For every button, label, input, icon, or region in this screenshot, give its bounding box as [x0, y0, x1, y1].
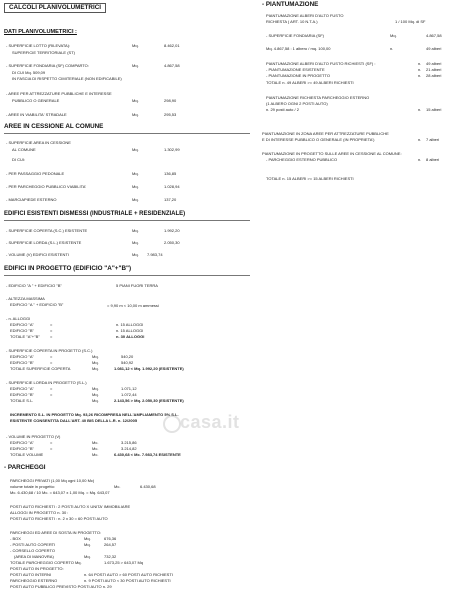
alloggi-tot-label: TOTALE "A"+"B" [10, 334, 40, 339]
alloggi-a-val: n. 15 ALLOGGI [116, 322, 144, 327]
vol-a-eq: = [50, 440, 53, 445]
p9-val: 7 alberi [426, 137, 440, 142]
coperta-label: - SUPERFICIE COPERTA (S.C.) ESISTENTE [6, 228, 88, 233]
p7-total: TOTALE n. 49 ALBERI >= 49 ALBERI RICHIESTI [266, 80, 354, 85]
vol-a-unit: Mc. [92, 440, 99, 445]
vol-a-label: EDIFICIO "A" [10, 440, 34, 445]
alloggi-a-label: EDIFICIO "A" [10, 322, 34, 327]
vol-b-eq: = [50, 446, 53, 451]
p1-line1: PIANTUMAZIONE ALBERI D'ALTO FUSTO [266, 13, 344, 18]
vol-b-val: 3.214,82 [121, 446, 137, 451]
pk-line7: PARCHEGGI ED AREE DI SOSTA IN PROGETTO: [10, 530, 102, 535]
pedonale-unit: Mq. [132, 171, 139, 176]
sl-a-label: EDIFICIO "A" [10, 386, 34, 391]
pk-pubblico: POSTI AUTO PUBBLICO PREVISTO POSTI AUTO n. 29 [10, 584, 112, 589]
pk-line5: ALLOGGI IN PROGETTO n. 30 : [10, 510, 69, 515]
pk-line2-label: volume totale in progetto: [10, 484, 55, 489]
sl-tot-unit: Mq. [92, 398, 99, 403]
altezza-val: = 9,90 m < 10,00 m ammessi [107, 303, 159, 308]
sc-tot-unit: Mq. [92, 366, 99, 371]
pk-esterni-val: n. 9 POSTI AUTO < 30 POSTI AUTO RICHIESTI [84, 578, 171, 583]
lorda-value: 2.050,30 [164, 240, 180, 245]
sl-b-val: 1.072,44 [121, 392, 137, 397]
alloggi-label: - n. ALLOGGI [6, 316, 31, 321]
p8-unit: n. [418, 107, 422, 112]
watermark-icon [163, 415, 181, 433]
alloggi-tot-val: n. 30 ALLOGGI [116, 334, 145, 339]
p8-line3: n. 29 posti auto / 2 [266, 107, 299, 112]
vol-tot-unit: Mc. [92, 452, 99, 457]
pk-posti-unit: Mq. [84, 542, 91, 547]
viabilita-value: 295,53 [164, 112, 177, 117]
parcheggio-label: - PER PARCHEGGIO PUBBLICO VIABILITA' [6, 184, 87, 189]
pedonale-label: - PER PASSAGGIO PEDONALE [6, 171, 65, 176]
p6-unit: n. [418, 73, 422, 78]
pk-corsello-1: - CORSELLO COPERTO [10, 548, 55, 553]
p5-label: - PIANTUMAZIONE ESISTENTE [266, 67, 325, 72]
pk-box-unit: Mq. [84, 536, 91, 541]
vol-tot-val: 6.430,68 < Mc. 7.983,74 ESISTENTE [114, 452, 181, 457]
p6-val: 28 alberi [426, 73, 442, 78]
vol-prog-label: - VOLUME IN PROGETTO (V) [6, 434, 61, 439]
pk-posti-label: - POSTI AUTO COPERTI [10, 542, 56, 547]
p11-total: TOTALE n. 15 ALBERI >= 15 ALBERI RICHIESTI [266, 176, 354, 181]
edificio-val: 5 PIANI FUORI TERRA [116, 283, 158, 288]
alloggi-a-eq: = [50, 322, 53, 327]
volume-label: - VOLUME (V) EDIFICI ESISTENTI [6, 252, 69, 257]
pk-box-label: - BOX [10, 536, 21, 541]
sl-b-eq: = [50, 392, 53, 397]
p4-unit: n. [418, 61, 422, 66]
marciapiede-value: 137,20 [164, 197, 177, 202]
p9-line1: PIANTUMAZIONE IN ZONA AREE PER ATTREZZATURE PUBBLICHE [262, 131, 389, 136]
alloggi-tot-eq: = [50, 334, 53, 339]
alloggi-b-label: EDIFICIO "B" [10, 328, 34, 333]
altezza-label: - ALTEZZA MASSIMA [6, 296, 45, 301]
p3-val: 49 alberi [426, 46, 442, 51]
divider [4, 220, 250, 221]
p8-val: 15 alberi [426, 107, 442, 112]
sl-prog-label: - SUPERFICIE LORDA IN PROGETTO (S.L.) [6, 380, 87, 385]
p2-label: - SUPERFICIE FONDIARIA (SF) [266, 33, 325, 38]
page-title: CALCOLI PLANIVOLUMETRICI [4, 3, 106, 13]
cess-unit: Mq. [132, 147, 139, 152]
aree-att-label1: - AREE PER ATTREZZATURE PUBBLICHE E INTERESSE [6, 91, 112, 96]
pk-esterni-label: PARCHEGGIO ESTERNO [10, 578, 58, 583]
edificio-line: - EDIFICIO "A " + EDIFICIO "B" [6, 283, 62, 288]
p9-line2: E DI INTERESSE PUBBLICO O GENERALE (IN PROPRIETA') [262, 137, 375, 142]
vol-b-label: EDIFICIO "B" [10, 446, 34, 451]
p5-unit: n. [418, 67, 422, 72]
pk-tot-val: 1.673,25 > 643,07 Mq [104, 560, 144, 565]
cess-label2: AL COMUNE [12, 147, 36, 152]
pk-box-val: 676,36 [104, 536, 117, 541]
pk-interni-label: POSTI AUTO INTERNI [10, 572, 52, 577]
pk-line6: POSTI AUTO RICHIESTI : n. 2 x 30 = 60 POSTI AUTO [10, 516, 108, 521]
volume-unit: Mq. [132, 252, 139, 257]
p3-unit: n. [390, 46, 394, 51]
volume-value: 7.983,74 [147, 252, 163, 257]
sc-a-label: EDIFICIO "A" [10, 354, 34, 359]
sl-b-unit: Mq. [92, 392, 99, 397]
pk-tot-label: TOTALE PARCHEGGIO COPERTO Mq. [10, 560, 82, 565]
fondiaria-sub2: IN FASCIA DI RISPETTO CIMITERIALE (NON EDIFICABILE) [12, 76, 122, 81]
di-cui: DI CUI: [12, 157, 26, 162]
p10-line1: PIANTUMAZIONE IN PROGETTO SULLE AREE IN CESSIONE AL COMUNE: [262, 151, 402, 156]
lorda-unit: Mq. [132, 240, 139, 245]
coperta-value: 1.992,20 [164, 228, 180, 233]
marciapiede-label: - MARCIAPIEDE ESTERNO [6, 197, 57, 202]
alloggi-b-val: n. 15 ALLOGGI [116, 328, 144, 333]
watermark: casa.it [180, 412, 240, 432]
p3-label: Mq. 4.867,58 : 1 albero / mq. 100,00 [266, 46, 331, 51]
p8-line2: (1 ALBERO OGNI 2 POSTI AUTO) [266, 101, 328, 106]
cess-label1: - SUPERFICIE AREA IN CESSIONE [6, 140, 71, 145]
sc-prog-label: - SUPERFICIE COPERTA IN PROGETTO (S.C.) [6, 348, 93, 353]
p10-unit: n. [418, 157, 422, 162]
sc-tot-label: TOTALE SUPERFICIE COPERTA [10, 366, 71, 371]
fondiaria-unit: Mq. [132, 63, 139, 68]
lotto-unit: Mq. [132, 43, 139, 48]
pk-corsello-val: 732,32 [104, 554, 117, 559]
section-piantumazione-title: - PIANTUMAZIONE [262, 1, 319, 8]
parcheggio-value: 1.028,94 [164, 184, 180, 189]
p10-val: 8 alberi [426, 157, 440, 162]
pk-posti-val: 264,57 [104, 542, 117, 547]
alloggi-b-eq: = [50, 328, 53, 333]
sc-b-val: 540,92 [121, 360, 134, 365]
viabilita-unit: Mq. [132, 112, 139, 117]
divider [4, 133, 250, 134]
vol-b-unit: Mc. [92, 446, 99, 451]
lorda-label: - SUPERFICIE LORDA (S.L.) ESISTENTE [6, 240, 82, 245]
parcheggio-unit: Mq. [132, 184, 139, 189]
incremento-line1: INCREMENTO S.L. IN PROGETTO Mq. 93,26 RICOMPRESA NELL'AMPLIAMENTO 5% S.L. [10, 412, 179, 417]
section-progetto-title: EDIFICI IN PROGETTO (EDIFICIO "A"+"B") [4, 265, 132, 272]
p10-line2: - PARCHEGGIO ESTERNO PUBBLICO [266, 157, 338, 162]
sl-tot-label: TOTALE S.L. [10, 398, 34, 403]
section-parcheggi-title: - PARCHEGGI [4, 464, 46, 471]
p2-val: 4.867,58 [426, 33, 442, 38]
pk-line3: Mc. 6.430,68 / 10 Mc. = 643,07 x 1,00 Mq. = Mq. 643,07 [10, 490, 110, 495]
p2-unit: Mq. [390, 33, 397, 38]
pk-line1: PARCHEGGI PRIVATI (1,00 Mq ogni 10,00 Mc) [10, 478, 95, 483]
marciapiede-unit: Mq. [132, 197, 139, 202]
section-cessione-title: AREE IN CESSIONE AL COMUNE [4, 123, 104, 130]
p9-unit: n. [418, 137, 422, 142]
sc-a-eq: = [50, 354, 53, 359]
lotto-sub: SUPERFICIE TERRITORIALE (ST) [12, 50, 75, 55]
pk-line2-val: 6.430,68 [140, 484, 156, 489]
p1-line2: RICHIESTA ( ART. 10 N.T.A.) [266, 19, 318, 24]
section-esistenti-title: EDIFICI ESISTENTI DISMESSI (INDUSTRIALE + RESIDENZIALE) [4, 211, 186, 217]
p4-val: 49 alberi [426, 61, 442, 66]
sc-b-unit: Mq. [92, 360, 99, 365]
sc-b-eq: = [50, 360, 53, 365]
pk-prog: POSTI AUTO IN PROGETTO: [10, 566, 64, 571]
aree-att-unit: Mq. [132, 98, 139, 103]
pk-corsello-2: (AREA DI MANOVRA) [14, 554, 54, 559]
sl-a-val: 1.071,12 [121, 386, 137, 391]
cess-value: 1.302,99 [164, 147, 180, 152]
p8-line1: PIANTUMAZIONE RICHIESTA PARCHEGGIO ESTERNO [266, 95, 370, 100]
sc-a-val: 540,20 [121, 354, 134, 359]
viabilita-label: - AREE IN VIABILITA' STRADALE [6, 112, 67, 117]
p5-val: 21 alberi [426, 67, 442, 72]
p6-label: - PIANTUMAZIONE IN PROGETTO [266, 73, 330, 78]
coperta-unit: Mq. [132, 228, 139, 233]
altezza-sub: EDIFICIO "A " + EDIFICIO "B" [10, 302, 64, 307]
aree-att-value: 298,90 [164, 98, 177, 103]
sc-b-label: EDIFICIO "B" [10, 360, 34, 365]
incremento-line2: ESISTENTE CONSENTITA DALL'ART. 40 BIS DELLA L.R. n. 12/2005 [10, 418, 138, 423]
fondiaria-sub1: DI CUI Mq. 509,09 [12, 70, 46, 75]
fondiaria-label: - SUPERFICIE FONDIARIA (SF) COMPARTO: [6, 63, 89, 68]
sl-b-label: EDIFICIO "B" [10, 392, 34, 397]
pk-line4: POSTI AUTO RICHIESTI : 2 POSTI AUTO X UNITA' IMMOBILIARE [10, 504, 131, 509]
vol-a-val: 3.215,86 [121, 440, 137, 445]
pedonale-value: 136,85 [164, 171, 177, 176]
vol-tot-label: TOTALE VOLUME [10, 452, 44, 457]
pk-corsello-unit: Mq. [84, 554, 91, 559]
sl-a-eq: = [50, 386, 53, 391]
sc-tot-val: 1.081,12 < Mq. 1.992,20 (ESISTENTE) [114, 366, 184, 371]
sc-a-unit: Mq. [92, 354, 99, 359]
pk-line2-unit: Mc. [114, 484, 121, 489]
divider [4, 275, 250, 276]
lotto-value: 8.462,01 [164, 43, 180, 48]
fondiaria-value: 4.867,58 [164, 63, 180, 68]
sl-tot-val: 2.143,56 > Mq. 2.050,30 (ESISTENTE) [114, 398, 184, 403]
section-dati-title: DATI PLANIVOLUMETRICI : [4, 29, 77, 35]
lotto-label: - SUPERFICIE LOTTO (RILEVATA): [6, 43, 71, 48]
sl-a-unit: Mq. [92, 386, 99, 391]
pk-interni-val: n. 64 POSTI AUTO > 60 POSTI AUTO RICHIESTI [84, 572, 173, 577]
p1-val: 1 / 100 Mq. di SF [395, 19, 426, 24]
aree-att-label2: PUBBLICO O GENERALE [12, 98, 60, 103]
p4-label: PIANTUMAZIONE ALBERI D'ALTO FUSTO RICHIESTI (SF) : [266, 61, 376, 66]
